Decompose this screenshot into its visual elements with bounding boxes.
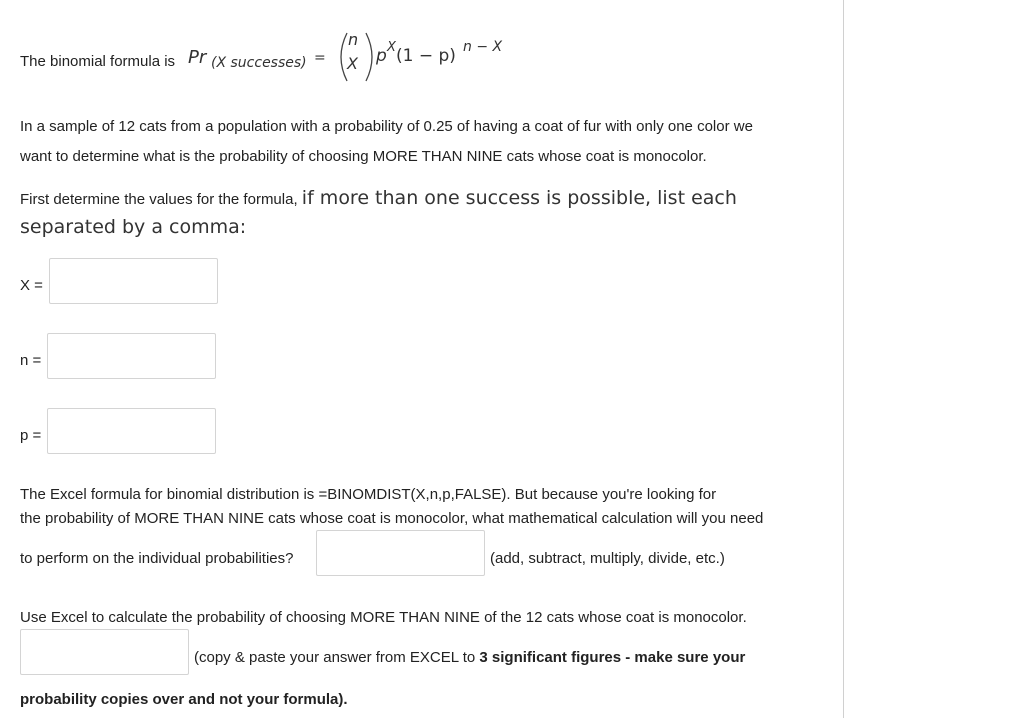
n-input[interactable] [47, 333, 216, 379]
excel-line-1: The Excel formula for binomial distribution is =BINOMDIST(X,n,p,FALSE). But because you're looking for [20, 486, 717, 503]
formula-equals: = [314, 50, 326, 66]
x-label: X = [20, 277, 43, 294]
final-line-3-bold: probability copies over and not your formula). [20, 691, 348, 708]
p-label: p = [20, 427, 42, 444]
binom-top: n [348, 30, 359, 49]
final-line-3 [20, 691, 348, 708]
answer-input[interactable] [20, 629, 189, 675]
formula-pr: Pr [188, 47, 207, 68]
final-line-1: Use Excel to calculate the probability of choosing MORE THAN NINE of the 12 cats whose coat is monocolor. [20, 609, 747, 626]
final-note-bold: 3 significant figures - make sure your [479, 649, 746, 666]
instructions-line-2: separated by a comma: [20, 216, 247, 238]
right-divider [843, 0, 844, 718]
formula-exp-nx: n − X [463, 39, 503, 55]
formula-prefix: The binomial formula is [20, 53, 176, 70]
problem-line-2: want to determine what is the probability of choosing MORE THAN NINE cats whose coat is monocolor. [20, 148, 707, 165]
final-note [194, 649, 745, 666]
binom-bottom: X [347, 54, 358, 73]
x-input[interactable] [49, 258, 218, 304]
instructions-line-1 [20, 187, 737, 209]
formula-subscript: (X successes) [211, 55, 307, 71]
formula-exp-x: X [387, 40, 396, 55]
formula-one-minus-p: (1 − p) [396, 46, 456, 66]
final-note-plain: (copy & paste your answer from EXCEL to [194, 649, 480, 666]
problem-line-1: In a sample of 12 cats from a population with a probability of 0.25 of having a coat of fur with only one color we [20, 118, 753, 135]
calculation-hint: (add, subtract, multiply, divide, etc.) [490, 550, 725, 567]
formula-p: p [376, 46, 387, 66]
calculation-input[interactable] [316, 530, 485, 576]
excel-line-2: the probability of MORE THAN NINE cats whose coat is monocolor, what mathematical calculation will you need [20, 510, 764, 527]
instructions-part-1: First determine the values for the formula, [20, 191, 302, 208]
instructions-part-2: if more than one success is possible, list each [301, 187, 737, 209]
p-input[interactable] [47, 408, 216, 454]
n-label: n = [20, 352, 42, 369]
excel-line-3: to perform on the individual probabilities? [20, 550, 294, 567]
